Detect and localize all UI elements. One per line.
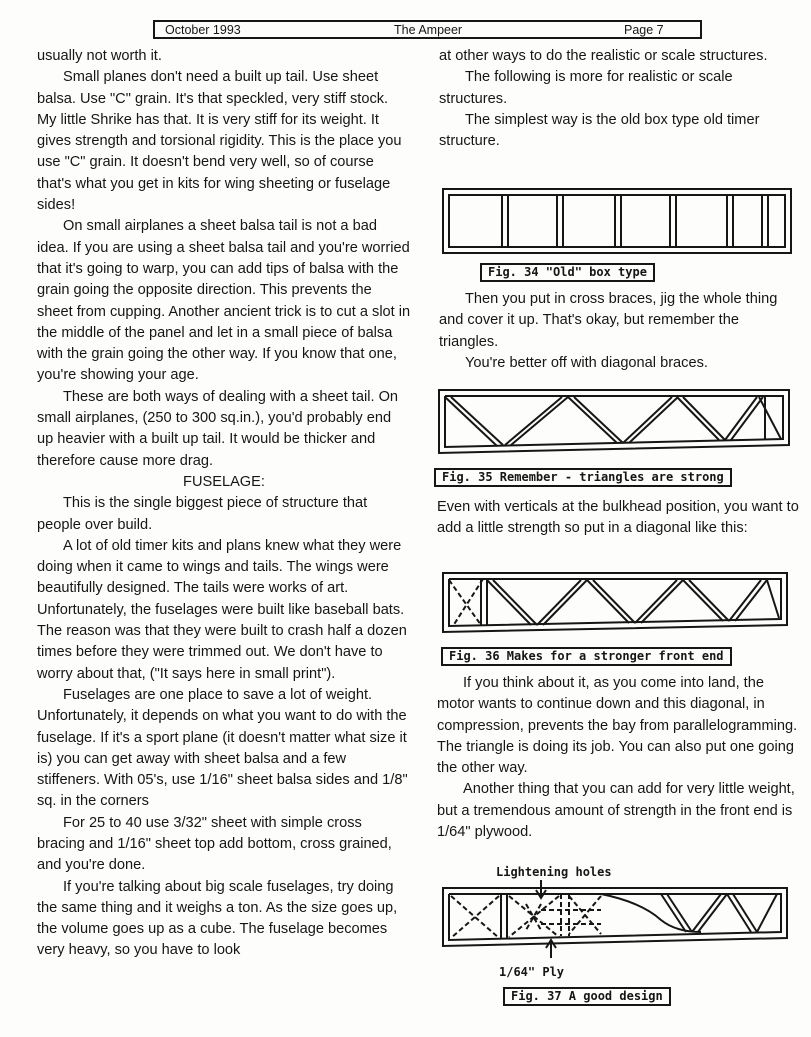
paragraph: Then you put in cross braces, jig the whole thing and cover it up. That's okay, but remember the triangles.	[439, 291, 778, 350]
figure-36-caption: Fig. 36 Makes for a stronger front end	[441, 647, 732, 666]
figure-37-caption: Fig. 37 A good design	[503, 987, 671, 1006]
header-date: October 1993	[165, 22, 241, 37]
paragraph: This is the single biggest piece of structure that people over build.	[37, 495, 368, 533]
paragraph: at other ways to do the realistic or scale structures.	[439, 48, 768, 64]
page-header	[153, 20, 702, 39]
figure-37-label-ply: 1/64" Ply	[499, 965, 565, 979]
paragraph: usually not worth it.	[37, 48, 162, 64]
figure-35-caption: Fig. 35 Remember - triangles are strong	[434, 468, 732, 487]
right-column-top	[439, 46, 799, 152]
header-title: The Ampeer	[394, 22, 463, 37]
figure-36-diagonal-truss	[441, 570, 791, 636]
paragraph: Even with verticals at the bulkhead position, you want to add a little strength so put in a diagonal like this:	[437, 499, 799, 537]
paragraph: Small planes don't need a built up tail. Use sheet balsa. Use "C" grain. It's that speckled, very stiff stock. My little Shrike has that. It is very stiff for its weight. It gives strength and torsional rigidity. This is the place you use "C" grain. It doesn't bend very well, so of course that's what you get in kits for wing sheeting or fuselage sides!	[37, 69, 402, 214]
header-page-number: Page 7	[624, 22, 664, 37]
paragraph: On small airplanes a sheet balsa tail is not a bad idea. If you are using a sheet balsa tail and you're worried that it's going to warp, you can add tips of balsa with the grain going the opposite direction. This prevents the sheet from cupping. Another ancient trick is to cut a slot in the middle of the panel and let in a small piece of balsa with the grain going the other way. If you know that one, you're showing your age.	[37, 218, 411, 384]
paragraph: Fuselages are one place to save a lot of weight. Unfortunately, it depends on what you want to do with the fuselage. If it's a sport plane (it doesn't matter what size it is) you can get away with sheet balsa and a few stiffeners. With 05's, use 1/16" sheet balsa sides and 1/8" sq. in the corners	[37, 686, 408, 810]
figure-37-label-lightening-holes: Lightening holes	[496, 865, 612, 879]
figure-34-box-truss	[442, 185, 796, 257]
figure-35-triangle-truss	[437, 387, 793, 457]
paragraph: The simplest way is the old box type old timer structure.	[439, 111, 760, 150]
paragraph: The following is more for realistic or scale structures.	[439, 69, 733, 107]
paragraph: Another thing that you can add for very little weight, but a tremendous amount of strength in the front end is 1/64" plywood.	[437, 781, 795, 841]
figure-34-caption: Fig. 34 "Old" box type	[480, 263, 655, 282]
paragraph: A lot of old timer kits and plans knew what they were doing when it came to wings and tails. The wings were beautifully designed. The tails were works of art. Unfortunately, the fuselages were built like baseball bats. The reason was that they were built to crash half a dozen times before they were trimmed out. We don't have to worry about that, ("It says here in small print").	[37, 537, 407, 682]
right-column-mid1	[439, 289, 799, 374]
paragraph: If you think about it, as you come into land, the motor wants to continue down and this diagonal, in compression, prevents the bay from parallelogramming. The triangle is doing its job. You can also put one going the other way.	[437, 675, 798, 777]
paragraph: You're better off with diagonal braces.	[465, 354, 708, 371]
right-column-bottom	[437, 673, 799, 843]
section-heading: FUSELAGE:	[183, 473, 265, 490]
right-column-mid2	[437, 497, 799, 540]
paragraph: If you're talking about big scale fuselages, try doing the same thing and it weighs a ton. As the size goes up, the volume goes up as a cube. The fuselage becomes very heavy, so you have to look	[37, 878, 398, 959]
figure-37-plywood-truss	[441, 880, 791, 960]
paragraph: For 25 to 40 use 3/32" sheet with simple cross bracing and 1/16" sheet top add bottom, cross grained, and you're done.	[37, 814, 392, 874]
paragraph: These are both ways of dealing with a sheet tail. On small airplanes, (250 to 300 sq.in.), you'd probably end up heavier with a built up tail. It would be thicker and therefore cause more drag.	[37, 388, 399, 469]
left-column	[37, 46, 411, 962]
